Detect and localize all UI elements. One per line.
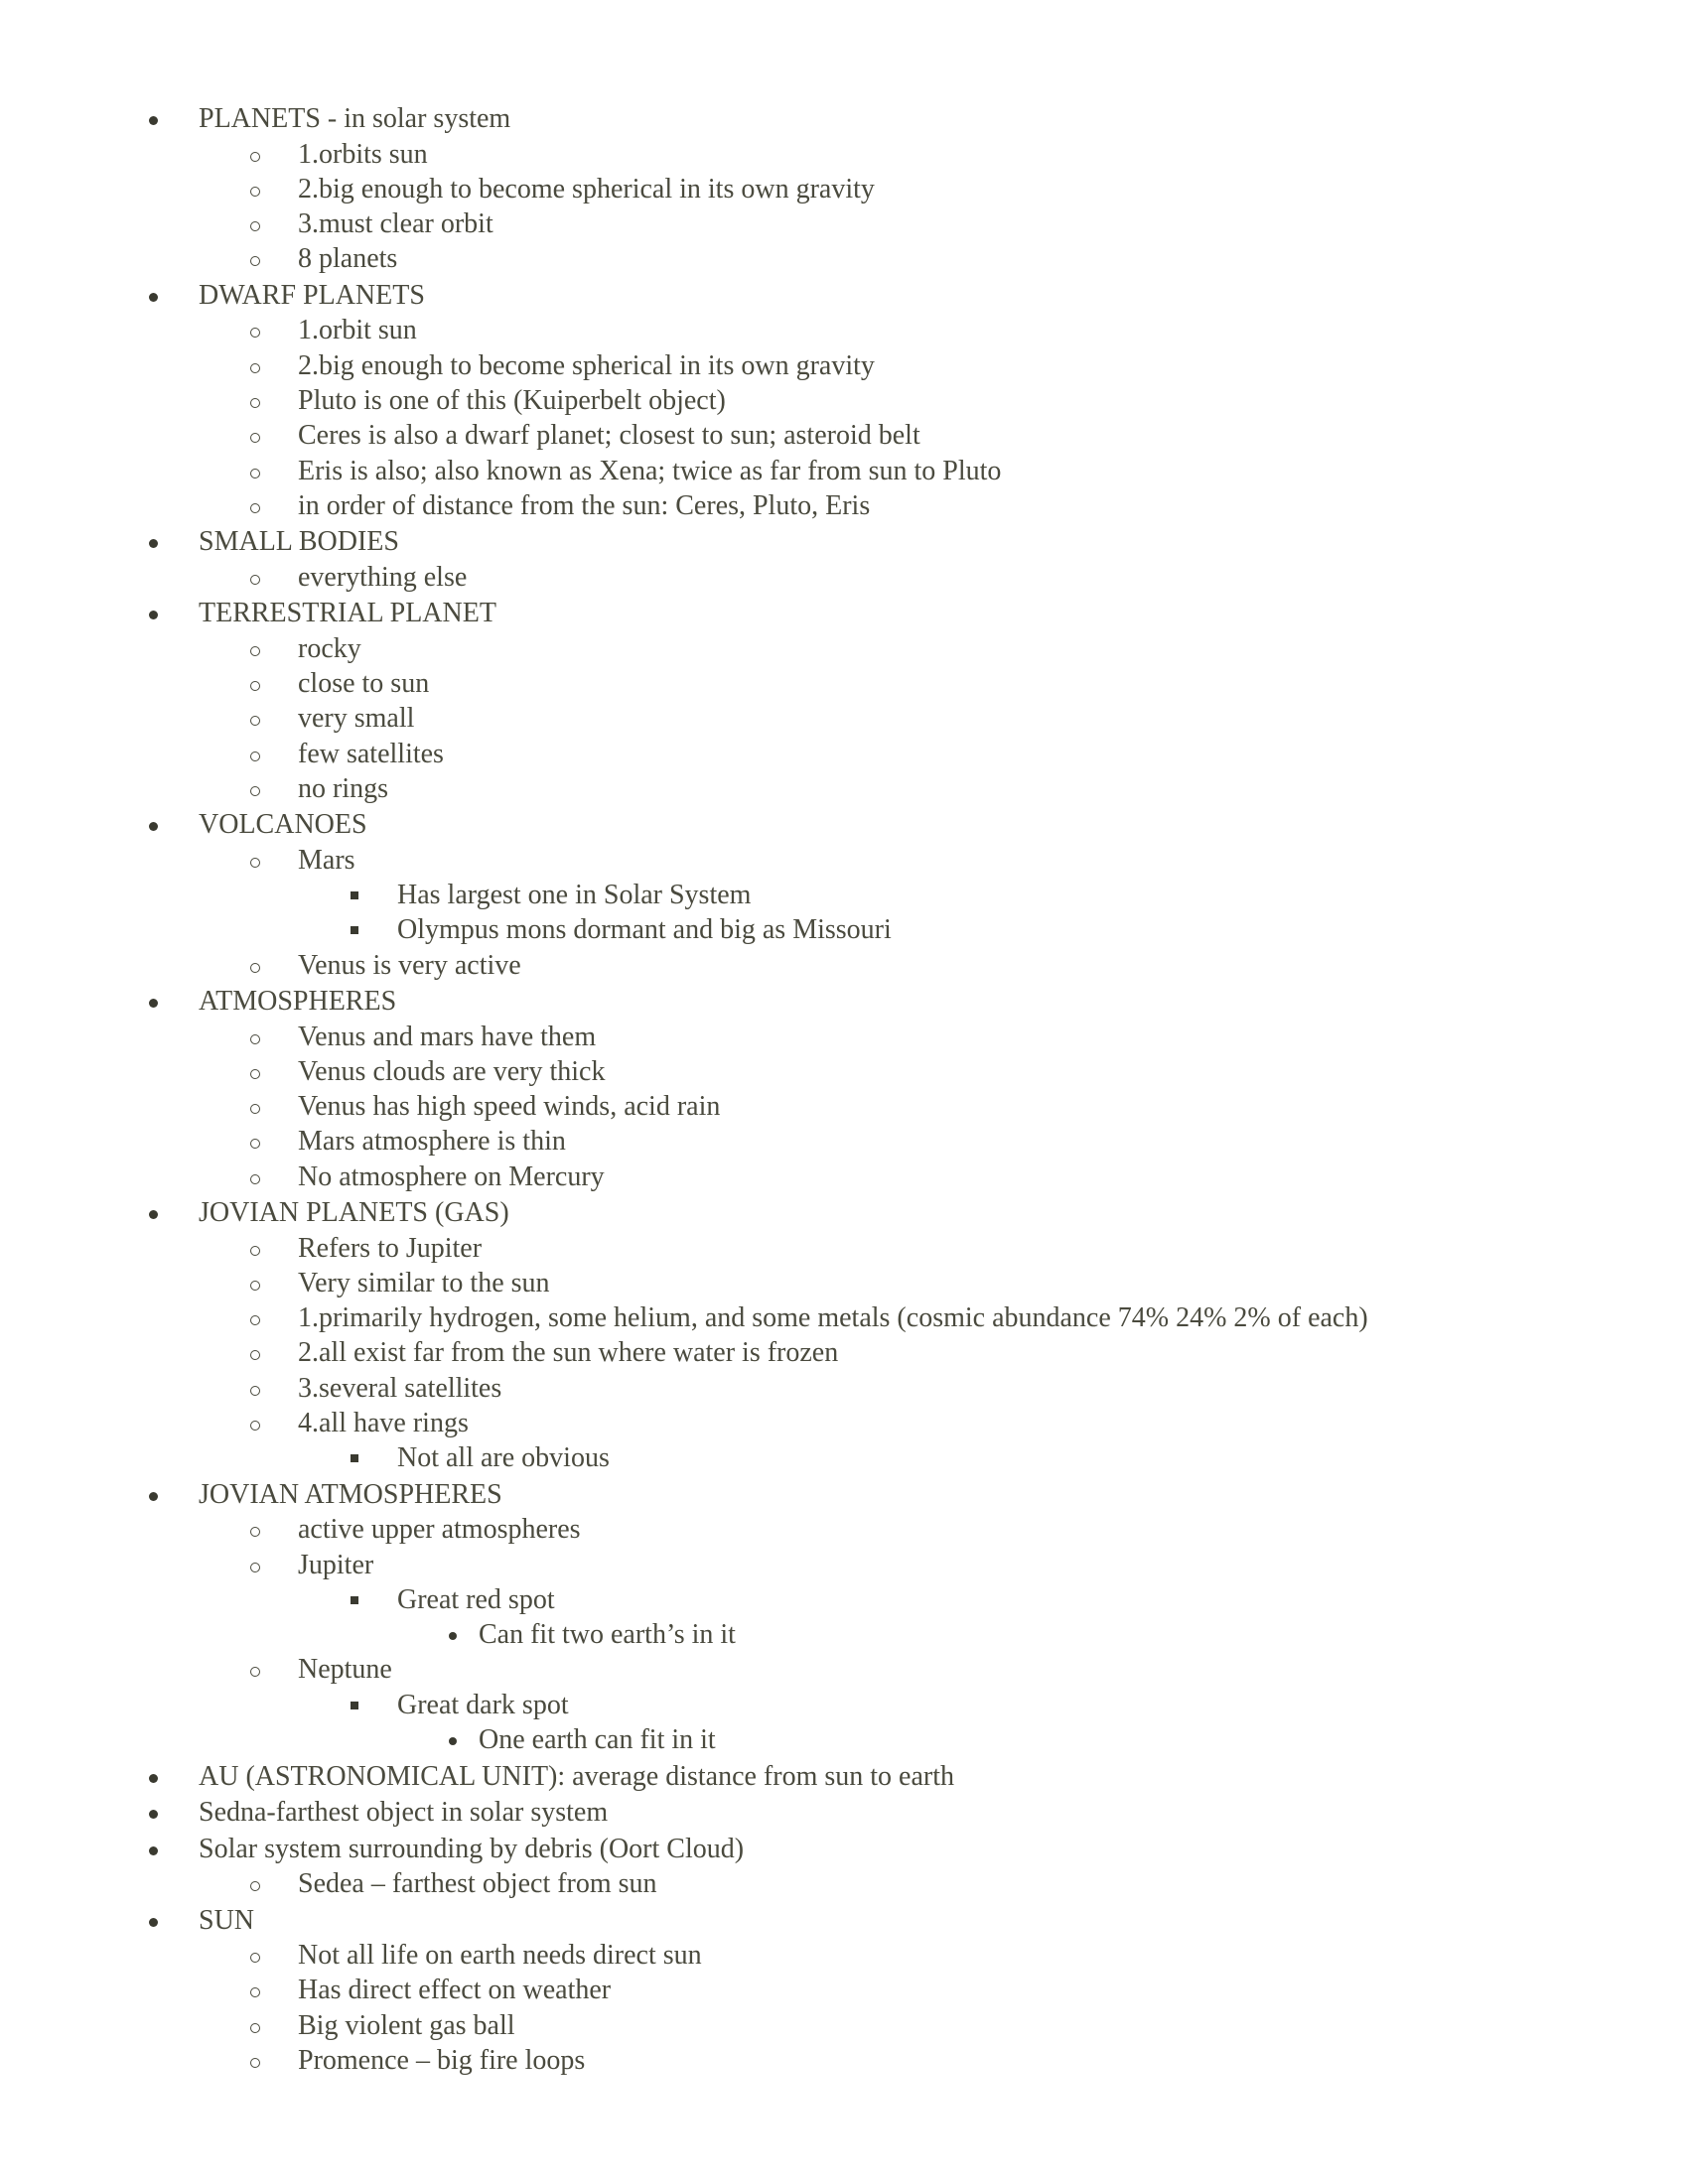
outline-item-level-2 xyxy=(0,172,1688,206)
outline-item-text: close to sun xyxy=(298,667,430,699)
outline-item-level-1 xyxy=(0,1477,1688,1512)
outline-item-level-1 xyxy=(0,1832,1688,1866)
outline-item-text: Very similar to the sun xyxy=(298,1267,550,1298)
outline-item-text: Solar system surrounding by debris (Oort Cloud) xyxy=(199,1833,745,1864)
outline-item-text: Eris is also; also known as Xena; twice as far from sun to Pluto xyxy=(298,455,1002,486)
outline-item-level-2 xyxy=(0,1335,1688,1370)
outline-item-text: Not all are obvious xyxy=(397,1442,610,1474)
outline-item-level-2 xyxy=(0,843,1688,878)
outline-item-level-2 xyxy=(0,1371,1688,1406)
outline-item-level-3 xyxy=(0,878,1688,912)
outline-item-level-2 xyxy=(0,1406,1688,1440)
outline-item-level-2 xyxy=(0,1054,1688,1089)
outline-item-text: ATMOSPHERES xyxy=(199,986,397,1018)
outline-item-text: Mars xyxy=(298,844,355,876)
outline-item-text: JOVIAN PLANETS (GAS) xyxy=(199,1197,509,1229)
outline-item-text: 3.must clear orbit xyxy=(298,208,493,240)
outline-item-text: 1.orbits sun xyxy=(298,138,428,170)
outline-item-text: AU (ASTRONOMICAL UNIT): average distance from sun to earth xyxy=(199,1760,954,1792)
outline-item-level-2 xyxy=(0,948,1688,983)
outline-item-text: Venus and mars have them xyxy=(298,1021,597,1052)
outline-item-text: VOLCANOES xyxy=(199,809,367,841)
outline-item-text: Venus has high speed winds, acid rain xyxy=(298,1091,721,1123)
outline-item-level-1 xyxy=(0,1903,1688,1938)
outline-item-text: Olympus mons dormant and big as Missouri xyxy=(397,914,892,946)
outline-item-level-2 xyxy=(0,1866,1688,1901)
outline-item-text: Has direct effect on weather xyxy=(298,1975,612,2006)
outline-item-text: SMALL BODIES xyxy=(199,526,399,558)
outline-document xyxy=(0,100,1688,2078)
outline-item-text: Refers to Jupiter xyxy=(298,1232,483,1264)
outline-item-level-1 xyxy=(0,596,1688,630)
outline-item-text: 1.primarily hydrogen, some helium, and some metals (cosmic abundance 74% 24% 2% of each) xyxy=(298,1302,1368,1334)
outline-item-text: Promence – big fire loops xyxy=(298,2044,586,2076)
outline-item-level-2 xyxy=(0,1973,1688,2007)
outline-item-level-3 xyxy=(0,1582,1688,1617)
outline-item-level-1 xyxy=(0,1195,1688,1230)
outline-item-text: SUN xyxy=(199,1904,255,1936)
outline-item-level-2 xyxy=(0,1512,1688,1547)
outline-item-text: Neptune xyxy=(298,1654,392,1686)
outline-item-level-2 xyxy=(0,383,1688,418)
outline-item-level-2 xyxy=(0,1548,1688,1582)
outline-item-text: 3.several satellites xyxy=(298,1372,502,1404)
outline-item-level-1 xyxy=(0,984,1688,1019)
outline-item-level-2 xyxy=(0,1231,1688,1266)
outline-item-text: in order of distance from the sun: Ceres, Pluto, Eris xyxy=(298,489,871,521)
outline-item-text: TERRESTRIAL PLANET xyxy=(199,598,496,629)
outline-item-text: Great red spot xyxy=(397,1583,555,1615)
outline-item-text: No atmosphere on Mercury xyxy=(298,1160,605,1192)
outline-item-level-4 xyxy=(0,1722,1688,1757)
outline-item-level-2 xyxy=(0,1124,1688,1159)
outline-item-text: very small xyxy=(298,703,415,735)
outline-item-level-3 xyxy=(0,1440,1688,1475)
outline-item-text: rocky xyxy=(298,632,361,664)
outline-item-level-2 xyxy=(0,2043,1688,2078)
outline-item-level-2 xyxy=(0,1089,1688,1124)
outline-item-text: Jupiter xyxy=(298,1549,374,1580)
outline-item-level-2 xyxy=(0,418,1688,453)
outline-item-level-2 xyxy=(0,454,1688,488)
outline-item-level-2 xyxy=(0,137,1688,172)
outline-item-text: 8 planets xyxy=(298,243,398,275)
outline-item-level-4 xyxy=(0,1617,1688,1652)
outline-item-text: Big violent gas ball xyxy=(298,2009,515,2041)
outline-item-text: Great dark spot xyxy=(397,1689,569,1720)
outline-item-text: few satellites xyxy=(298,738,444,769)
outline-item-text: 2.big enough to become spherical in its own gravity xyxy=(298,349,875,381)
outline-item-level-2 xyxy=(0,1938,1688,1973)
outline-item-level-2 xyxy=(0,313,1688,347)
outline-item-level-2 xyxy=(0,241,1688,276)
outline-item-text: Venus clouds are very thick xyxy=(298,1055,606,1087)
outline-item-text: Sedea – farthest object from sun xyxy=(298,1868,657,1900)
outline-item-level-2 xyxy=(0,1300,1688,1335)
outline-item-level-1 xyxy=(0,807,1688,842)
outline-item-text: DWARF PLANETS xyxy=(199,280,425,312)
outline-item-text: Ceres is also a dwarf planet; closest to sun; asteroid belt xyxy=(298,420,920,452)
outline-item-level-1 xyxy=(0,278,1688,313)
outline-item-level-2 xyxy=(0,488,1688,523)
outline-item-text: Not all life on earth needs direct sun xyxy=(298,1940,702,1971)
outline-item-text: 2.big enough to become spherical in its own gravity xyxy=(298,173,875,205)
outline-item-text: Has largest one in Solar System xyxy=(397,880,752,911)
outline-item-level-3 xyxy=(0,912,1688,947)
outline-item-level-2 xyxy=(0,560,1688,595)
outline-item-text: 2.all exist far from the sun where water is frozen xyxy=(298,1337,839,1369)
outline-item-level-2 xyxy=(0,1266,1688,1300)
outline-item-text: Can fit two earth’s in it xyxy=(479,1619,736,1651)
outline-item-level-2 xyxy=(0,737,1688,771)
outline-item-level-2 xyxy=(0,206,1688,241)
outline-item-level-2 xyxy=(0,1652,1688,1687)
outline-item-level-1 xyxy=(0,101,1688,136)
outline-item-level-2 xyxy=(0,771,1688,806)
outline-item-level-2 xyxy=(0,1160,1688,1194)
outline-item-text: Pluto is one of this (Kuiperbelt object) xyxy=(298,384,726,416)
outline-item-text: 4.all have rings xyxy=(298,1408,469,1439)
outline-item-text: PLANETS - in solar system xyxy=(199,103,511,135)
outline-item-text: 1.orbit sun xyxy=(298,315,417,346)
outline-item-level-2 xyxy=(0,1020,1688,1054)
outline-item-text: active upper atmospheres xyxy=(298,1514,581,1546)
outline-item-text: everything else xyxy=(298,561,468,593)
outline-item-text: Sedna-farthest object in solar system xyxy=(199,1797,609,1829)
outline-item-level-1 xyxy=(0,524,1688,559)
outline-item-level-1 xyxy=(0,1759,1688,1794)
outline-item-level-3 xyxy=(0,1688,1688,1722)
outline-item-level-2 xyxy=(0,348,1688,383)
outline-item-text: JOVIAN ATMOSPHERES xyxy=(199,1478,502,1510)
outline-item-text: Venus is very active xyxy=(298,949,521,981)
outline-item-level-1 xyxy=(0,1795,1688,1830)
outline-item-text: One earth can fit in it xyxy=(479,1724,716,1756)
outline-item-level-2 xyxy=(0,2008,1688,2043)
outline-item-text: Mars atmosphere is thin xyxy=(298,1126,566,1158)
outline-item-level-2 xyxy=(0,666,1688,701)
outline-item-level-2 xyxy=(0,631,1688,666)
outline-item-text: no rings xyxy=(298,772,388,804)
outline-item-level-2 xyxy=(0,701,1688,736)
